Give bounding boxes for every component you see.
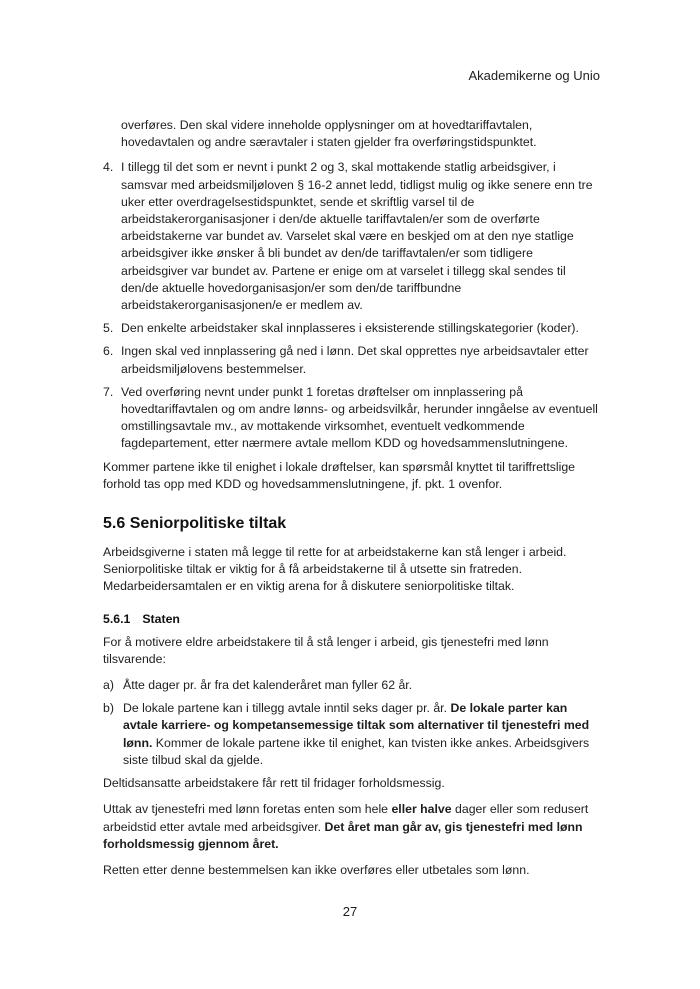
list-item-a [103, 677, 601, 694]
text-run: Uttak av tjenestefri med lønn foretas enten som hele [103, 802, 392, 817]
section-5-6-intro: Arbeidsgiverne i staten må legge til rette for at arbeidstakerne kan stå lenger i arbeid. Seniorpolitiske tiltak er viktig for å få arbeidstakerne til å utsette sin fratreden. Medarbeidersamtalen er en viktig arena for å diskutere seniorpolitiske tiltak. [103, 545, 567, 594]
text-run: De lokale partene kan i tillegg avtale inntil seks dager pr. år. [123, 701, 451, 716]
bold-text-run: De lokale parter kan avtale karriere- og kompetansemessige tiltak som alternativer til tjenestefri med lønn. [123, 701, 590, 750]
section-title: Seniorpolitiske tiltak [129, 515, 287, 533]
list-number: 7. [103, 384, 114, 399]
list-text: Åtte dager pr. år fra det kalenderåret man fyller 62 år. [123, 678, 413, 693]
list-item-7 [103, 384, 601, 453]
list-item-6 [103, 343, 601, 377]
list-item-5 [103, 320, 601, 337]
subsection-title: Staten [142, 611, 180, 626]
part-time-paragraph: Deltidsansatte arbeidstakere får rett til fridager forholdsmessig. [103, 776, 445, 791]
list-text: Ved overføring nevnt under punkt 1 foretas drøftelser om innplassering på hovedtariffavtalen og om andre lønns- og arbeidsvilkår, herunder inngåelse av eventuell omstillingsavtale mv., av mottakende virksomhet, eventuelt vedkommende fagdepartement, etter nærmere avtale mellom KDD og hovedsammenslutningene. [121, 384, 598, 451]
list-text: I tillegg til det som er nevnt i punkt 2 og 3, skal mottakende statlig arbeidsgiver, i samsvar med arbeidsmiljøloven § 16-2 annet ledd, tidligst mulig og ikke senere enn tre uker etter overdragelsestidspunktet, sende et skriftlig varsel til de arbeidstakerorganisasjoner i den/de aktuelle tariffavtalen/er som de overførte arbeidstakerne var bundet av. Varselet skal være en beskjed om at den nye statlige arbeidsgiver ikke ønsker å bli bundet av den/de tariffavtalen/er som tidligere arbeidsgiver var bundet av. Partene er enige om at varselet i tillegg skal sendes til den/de aktuelle hovedorganisasjon/er som den/de tariffbundne arbeidstakerorganisasjonen/e er medlem av. [121, 160, 593, 313]
list-number: 4. [103, 160, 114, 175]
section-heading-5-6 [103, 514, 601, 534]
intro-continuation: overføres. Den skal videre inneholde opplysninger om at hovedtariffavtalen, hovedavtalen og andre særavtaler i staten gjelder fra overføringstidspunktet. [121, 118, 537, 150]
page-content [103, 117, 601, 888]
running-header: Akademikerne og Unio [468, 68, 600, 83]
text-run: Kommer de lokale partene ikke til enighet, kan tvisten ikke ankes. Arbeidsgivers siste tilbud skal da gjelde. [123, 735, 590, 767]
subsection-number: 5.6.1 [103, 611, 131, 626]
list-text [123, 700, 601, 769]
no-transfer-paragraph: Retten etter denne bestemmelsen kan ikke overføres eller utbetales som lønn. [103, 862, 530, 877]
list-item-b [103, 700, 601, 769]
subsection-intro: For å motivere eldre arbeidstakere til å stå lenger i arbeid, gis tjenestefri med lønn tilsvarende: [103, 634, 549, 666]
bold-text-run: Det året man går av, gis tjenestefri med lønn forholdsmessig gjennom året. [103, 819, 583, 851]
list-item-4 [103, 159, 601, 314]
list-number: 5. [103, 321, 114, 336]
list-number: 6. [103, 344, 114, 359]
disagreement-paragraph: Kommer partene ikke til enighet i lokale drøftelser, kan spørsmål knyttet til tariffrettslige forhold tas opp med KDD og hovedsammenslutningene, jf. pkt. 1 ovenfor. [103, 459, 576, 491]
subsection-heading-5-6-1 [103, 611, 601, 628]
bold-text-run: eller halve [391, 802, 452, 817]
page-number: 27 [342, 904, 358, 919]
text-run: dager eller som redusert arbeidstid etter avtale med arbeidsgiver. [103, 802, 589, 834]
section-number: 5.6 [103, 515, 126, 533]
list-text: Ingen skal ved innplassering gå ned i lønn. Det skal opprettes nye arbeidsavtaler etter arbeidsmiljølovens bestemmelser. [121, 344, 589, 376]
list-letter: a) [103, 678, 114, 693]
list-letter: b) [103, 701, 114, 716]
usage-paragraph [103, 801, 601, 853]
list-text: Den enkelte arbeidstaker skal innplasseres i eksisterende stillingskategorier (koder). [121, 321, 579, 336]
